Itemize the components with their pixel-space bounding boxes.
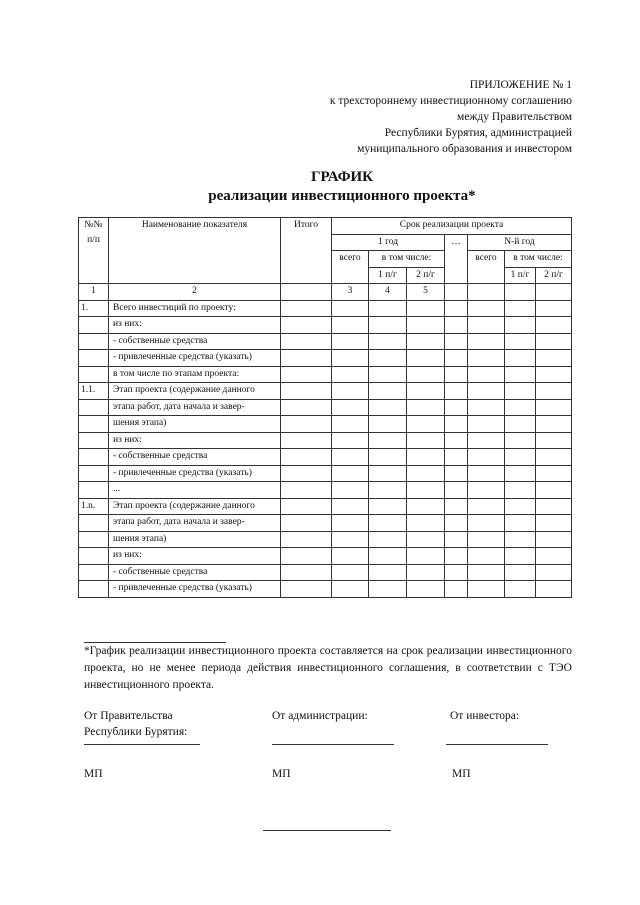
value-cell	[281, 465, 332, 482]
row-number	[79, 449, 109, 466]
value-cell	[407, 465, 445, 482]
col-number: 5	[407, 284, 445, 301]
value-cell	[536, 416, 572, 433]
value-cell	[332, 333, 369, 350]
header-row	[79, 218, 572, 235]
value-cell	[468, 300, 505, 317]
stamp-place: МП	[272, 768, 291, 780]
signature-government	[84, 708, 200, 745]
value-cell	[332, 548, 369, 565]
row-number	[79, 333, 109, 350]
value-cell	[332, 366, 369, 383]
value-cell	[536, 366, 572, 383]
value-cell	[407, 482, 445, 499]
header-name: Наименование показателя	[109, 218, 281, 284]
row-number: 1.1.	[79, 383, 109, 400]
row-indicator: в том числе по этапам проекта:	[109, 366, 281, 383]
row-indicator: из них:	[109, 548, 281, 565]
value-cell	[445, 333, 468, 350]
value-cell	[332, 465, 369, 482]
value-cell	[369, 416, 407, 433]
row-indicator: Этап проекта (содержание данного	[109, 498, 281, 515]
value-cell	[445, 300, 468, 317]
col-number: 3	[332, 284, 369, 301]
header-year1: 1 год	[332, 234, 445, 251]
table-row	[79, 465, 572, 482]
value-cell	[536, 300, 572, 317]
table-row	[79, 498, 572, 515]
value-cell	[407, 449, 445, 466]
value-cell	[369, 449, 407, 466]
header-dots: …	[445, 234, 468, 284]
value-cell	[445, 482, 468, 499]
header-total: Итого	[281, 218, 332, 284]
value-cell	[445, 515, 468, 532]
value-cell	[445, 564, 468, 581]
value-cell	[281, 300, 332, 317]
value-cell	[505, 317, 536, 334]
value-cell	[445, 465, 468, 482]
row-indicator: этапа работ, дата начала и завер-	[109, 515, 281, 532]
value-cell	[536, 498, 572, 515]
value-cell	[332, 449, 369, 466]
value-cell	[407, 350, 445, 367]
table-row	[79, 366, 572, 383]
value-cell	[407, 383, 445, 400]
col-number: 4	[369, 284, 407, 301]
value-cell	[407, 333, 445, 350]
appendix-line: Республики Бурятия, администрацией	[384, 127, 572, 139]
value-cell	[369, 581, 407, 598]
col-number: 1	[79, 284, 109, 301]
value-cell	[407, 515, 445, 532]
appendix-title: ПРИЛОЖЕНИЕ № 1	[469, 79, 572, 91]
table-row	[79, 300, 572, 317]
row-number	[79, 465, 109, 482]
value-cell	[281, 350, 332, 367]
stamp-place: МП	[452, 768, 471, 780]
header-num: №№ п/п	[79, 218, 109, 284]
value-cell	[369, 482, 407, 499]
value-cell	[505, 416, 536, 433]
table-row	[79, 515, 572, 532]
value-cell	[445, 383, 468, 400]
value-cell	[468, 416, 505, 433]
col-number: 2	[109, 284, 281, 301]
table-row	[79, 416, 572, 433]
row-number	[79, 399, 109, 416]
value-cell	[468, 548, 505, 565]
value-cell	[468, 564, 505, 581]
appendix-line: к трехстороннему инвестиционному соглашению	[329, 95, 572, 107]
value-cell	[369, 350, 407, 367]
document-title	[0, 168, 640, 206]
row-indicator: шения этапа)	[109, 416, 281, 433]
value-cell	[407, 416, 445, 433]
value-cell	[369, 515, 407, 532]
value-cell	[407, 432, 445, 449]
value-cell	[536, 432, 572, 449]
header-half: 2 п/г	[536, 267, 572, 284]
value-cell	[281, 399, 332, 416]
signature-line	[446, 744, 548, 745]
value-cell	[332, 531, 369, 548]
row-indicator: - привлеченные средства (указать)	[109, 350, 281, 367]
row-number	[79, 350, 109, 367]
value-cell	[468, 317, 505, 334]
value-cell	[505, 482, 536, 499]
value-cell	[369, 399, 407, 416]
row-indicator: - собственные средства	[109, 449, 281, 466]
value-cell	[332, 564, 369, 581]
value-cell	[536, 333, 572, 350]
value-cell	[332, 317, 369, 334]
header-half: 1 п/г	[505, 267, 536, 284]
table-row	[79, 548, 572, 565]
value-cell	[407, 300, 445, 317]
value-cell	[536, 515, 572, 532]
header-incl: в том числе:	[369, 251, 445, 268]
value-cell	[505, 548, 536, 565]
row-number	[79, 366, 109, 383]
signature-label: От администрации:	[272, 710, 368, 722]
value-cell	[407, 581, 445, 598]
value-cell	[468, 333, 505, 350]
value-cell	[468, 399, 505, 416]
value-cell	[536, 581, 572, 598]
value-cell	[505, 581, 536, 598]
value-cell	[332, 383, 369, 400]
row-indicator: Всего инвестиций по проекту:	[109, 300, 281, 317]
signature-line	[84, 744, 200, 745]
header-yearN: N-й год	[468, 234, 572, 251]
value-cell	[536, 399, 572, 416]
value-cell	[407, 548, 445, 565]
table-row	[79, 383, 572, 400]
value-cell	[281, 317, 332, 334]
row-indicator: из них:	[109, 432, 281, 449]
value-cell	[369, 564, 407, 581]
value-cell	[445, 498, 468, 515]
value-cell	[468, 515, 505, 532]
value-cell	[468, 482, 505, 499]
value-cell	[505, 432, 536, 449]
value-cell	[281, 581, 332, 598]
value-cell	[332, 350, 369, 367]
table-row	[79, 317, 572, 334]
value-cell	[445, 399, 468, 416]
value-cell	[445, 581, 468, 598]
value-cell	[505, 300, 536, 317]
header-half: 1 п/г	[369, 267, 407, 284]
value-cell	[536, 317, 572, 334]
value-cell	[332, 498, 369, 515]
table-row	[79, 449, 572, 466]
value-cell	[281, 548, 332, 565]
table-row	[79, 432, 572, 449]
table-row	[79, 350, 572, 367]
row-number	[79, 317, 109, 334]
row-number	[79, 531, 109, 548]
value-cell	[369, 548, 407, 565]
row-indicator: из них:	[109, 317, 281, 334]
value-cell	[369, 432, 407, 449]
value-cell	[445, 449, 468, 466]
value-cell	[445, 350, 468, 367]
row-number	[79, 515, 109, 532]
header-incl: в том числе:	[505, 251, 572, 268]
appendix-line: между Правительством	[457, 111, 572, 123]
column-number-row	[79, 284, 572, 301]
table-row	[79, 333, 572, 350]
value-cell	[369, 300, 407, 317]
row-number: 1.n.	[79, 498, 109, 515]
value-cell	[281, 564, 332, 581]
table-row	[79, 581, 572, 598]
value-cell	[445, 531, 468, 548]
row-indicator: - собственные средства	[109, 333, 281, 350]
header-all: всего	[332, 251, 369, 284]
value-cell	[369, 366, 407, 383]
value-cell	[369, 383, 407, 400]
table-row	[79, 564, 572, 581]
value-cell	[332, 300, 369, 317]
row-number	[79, 564, 109, 581]
value-cell	[505, 383, 536, 400]
row-indicator: этапа работ, дата начала и завер-	[109, 399, 281, 416]
bottom-separator	[263, 830, 391, 831]
value-cell	[281, 449, 332, 466]
signature-line	[272, 744, 394, 745]
value-cell	[281, 333, 332, 350]
row-number	[79, 432, 109, 449]
value-cell	[536, 548, 572, 565]
value-cell	[505, 399, 536, 416]
value-cell	[468, 366, 505, 383]
value-cell	[332, 416, 369, 433]
value-cell	[332, 515, 369, 532]
signature-label: Республики Бурятия:	[84, 726, 188, 738]
signature-label: От инвестора:	[450, 710, 520, 722]
header-all: всего	[468, 251, 505, 284]
value-cell	[281, 383, 332, 400]
value-cell	[332, 581, 369, 598]
value-cell	[281, 515, 332, 532]
signature-label: От Правительства	[84, 710, 173, 722]
header-half: 2 п/г	[407, 267, 445, 284]
value-cell	[369, 465, 407, 482]
value-cell	[536, 482, 572, 499]
title-main: ГРАФИК	[310, 169, 374, 185]
value-cell	[281, 416, 332, 433]
value-cell	[536, 383, 572, 400]
value-cell	[468, 465, 505, 482]
value-cell	[369, 498, 407, 515]
row-number: 1.	[79, 300, 109, 317]
row-indicator: Этап проекта (содержание данного	[109, 383, 281, 400]
value-cell	[468, 383, 505, 400]
value-cell	[445, 432, 468, 449]
signature-investor	[450, 708, 548, 745]
row-indicator: - привлеченные средства (указать)	[109, 581, 281, 598]
value-cell	[332, 432, 369, 449]
value-cell	[407, 564, 445, 581]
appendix-line: муниципального образования и инвестором	[357, 143, 572, 155]
table-row	[79, 531, 572, 548]
value-cell	[536, 449, 572, 466]
value-cell	[407, 366, 445, 383]
row-number	[79, 416, 109, 433]
value-cell	[536, 564, 572, 581]
value-cell	[505, 564, 536, 581]
value-cell	[281, 482, 332, 499]
stamp-place: МП	[84, 768, 103, 780]
value-cell	[407, 531, 445, 548]
value-cell	[468, 498, 505, 515]
value-cell	[468, 350, 505, 367]
value-cell	[468, 432, 505, 449]
signature-administration	[272, 708, 394, 745]
value-cell	[407, 399, 445, 416]
value-cell	[468, 531, 505, 548]
table-row	[79, 482, 572, 499]
value-cell	[468, 581, 505, 598]
value-cell	[505, 465, 536, 482]
footnote: *График реализации инвестиционного проекта составляется на срок реализации инвестиционного проекта, но не менее периода действия инвестиционного соглашения, в соответствии с ТЭО инвестиционного проекта.	[84, 645, 572, 691]
value-cell	[407, 498, 445, 515]
value-cell	[505, 350, 536, 367]
header-period: Срок реализации проекта	[332, 218, 572, 235]
value-cell	[332, 399, 369, 416]
value-cell	[369, 531, 407, 548]
value-cell	[536, 531, 572, 548]
table-row	[79, 399, 572, 416]
value-cell	[505, 498, 536, 515]
value-cell	[505, 515, 536, 532]
value-cell	[332, 482, 369, 499]
value-cell	[369, 333, 407, 350]
value-cell	[505, 449, 536, 466]
value-cell	[445, 416, 468, 433]
value-cell	[505, 333, 536, 350]
title-sub: реализации инвестиционного проекта*	[208, 188, 476, 204]
value-cell	[281, 498, 332, 515]
row-indicator: шения этапа)	[109, 531, 281, 548]
value-cell	[369, 317, 407, 334]
value-cell	[536, 465, 572, 482]
value-cell	[505, 366, 536, 383]
row-number	[79, 482, 109, 499]
value-cell	[281, 531, 332, 548]
value-cell	[445, 548, 468, 565]
value-cell	[536, 350, 572, 367]
appendix-header	[330, 77, 572, 157]
value-cell	[445, 366, 468, 383]
row-indicator: - привлеченные средства (указать)	[109, 465, 281, 482]
value-cell	[281, 366, 332, 383]
value-cell	[468, 449, 505, 466]
row-indicator: ...	[109, 482, 281, 499]
value-cell	[505, 531, 536, 548]
row-number	[79, 581, 109, 598]
row-indicator: - собственные средства	[109, 564, 281, 581]
value-cell	[445, 317, 468, 334]
row-number	[79, 548, 109, 565]
value-cell	[281, 432, 332, 449]
value-cell	[407, 317, 445, 334]
schedule-table	[78, 217, 572, 598]
